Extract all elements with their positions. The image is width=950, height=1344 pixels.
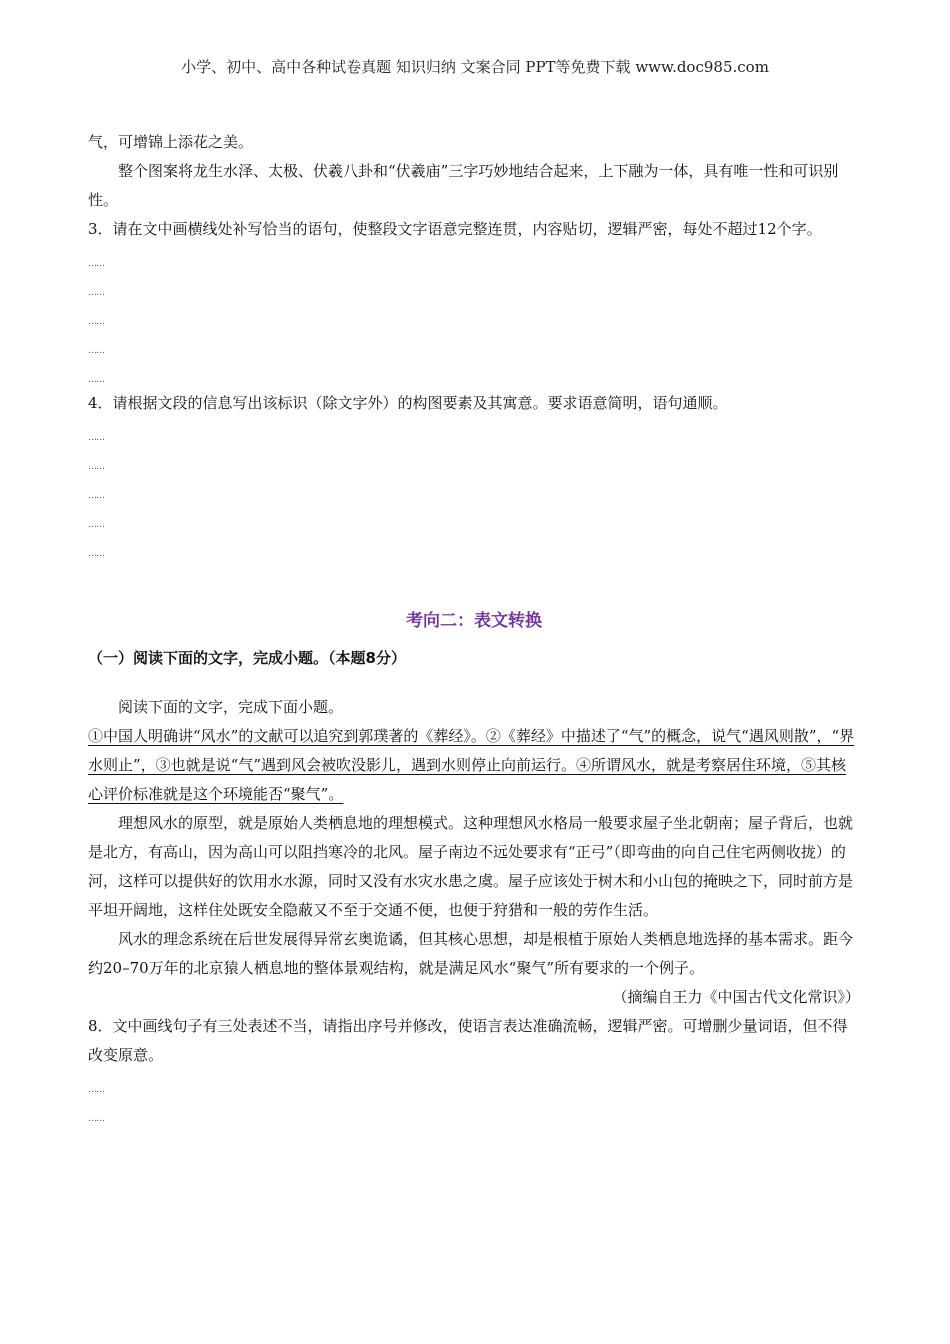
question-8: 8．文中画线句子有三处表述不当，请指出序号并修改，使语言表达准确流畅，逻辑严密。可增删少量词语，但不得改变原意。	[88, 1017, 848, 1064]
document-body	[88, 128, 860, 1128]
answer-blank[interactable]: ……	[88, 491, 104, 501]
answer-blank[interactable]: ……	[88, 520, 104, 530]
source-citation: （摘编自王力《中国古代文化常识》）	[612, 988, 860, 1006]
answer-blank[interactable]: ……	[88, 375, 104, 385]
question-4: 4．请根据文段的信息写出该标识（除文字外）的构图要素及其寓意。要求语意简明，语句通顺。	[88, 394, 728, 412]
text-line: 气，可增锦上添花之美。	[88, 133, 254, 151]
answer-blank[interactable]: ……	[88, 433, 104, 443]
paragraph: 理想风水的原型，就是原始人类栖息地的理想模式。这种理想风水格局一般要求屋子坐北朝南；屋子背后，也就是北方，有高山，因为高山可以阻挡寒冷的北风。屋子南边不远处要求有“正弓”（即弯曲的向自己住宅两侧收拢）的河，这样可以提供好的饮用水水源，同时又没有水灾水患之虞。屋子应该处于树木和小山包的掩映之下，同时前方是平坦开阔地，这样住处既安全隐蔽又不至于交通不便，也便于狩猎和一般的劳作生活。	[88, 814, 854, 919]
section-title: 考向二：表文转换	[406, 611, 542, 631]
answer-blank[interactable]: ……	[88, 1114, 104, 1124]
answer-blank[interactable]: ……	[88, 317, 104, 327]
answer-blank[interactable]: ……	[88, 1085, 104, 1095]
paragraph: 风水的理念系统在后世发展得异常玄奥诡谲，但其核心思想，却是根植于原始人类栖息地选择的基本需求。距今约20–70万年的北京猿人栖息地的整体景观结构，就是满足风水“聚气”所有要求的一个例子。	[88, 930, 854, 977]
answer-blank[interactable]: ……	[88, 462, 104, 472]
answer-blank[interactable]: ……	[88, 549, 104, 559]
question-3: 3．请在文中画横线处补写恰当的语句，使整段文字语意完整连贯，内容贴切，逻辑严密，每处不超过12个字。	[88, 220, 822, 238]
reading-heading: （一）阅读下面的文字，完成小题。（本题8分）	[88, 649, 406, 667]
page-header: 小学、初中、高中各种试卷真题 知识归纳 文案合同 PPT等免费下载 www.doc985.com	[181, 58, 769, 76]
paragraph: 整个图案将龙生水泽、太极、伏羲八卦和“伏羲庙”三字巧妙地结合起来，上下融为一体，具有唯一性和可识别性。	[88, 162, 839, 209]
answer-blank[interactable]: ……	[88, 346, 104, 356]
answer-blank[interactable]: ……	[88, 288, 104, 298]
answer-blank[interactable]: ……	[88, 259, 104, 269]
underlined-passage: ①中国人明确讲“风水”的文献可以追究到郭璞著的《葬经》。②《葬经》中描述了“气”的概念，说气“遇风则散”，“界水则止”，③也就是说“气”遇到风会被吹没影儿，遇到水则停止向前运行。④所谓风水，就是考察居住环境，⑤其核心评价标准就是这个环境能否“聚气”。	[88, 727, 855, 803]
reading-intro: 阅读下面的文字，完成下面小题。	[118, 698, 344, 716]
